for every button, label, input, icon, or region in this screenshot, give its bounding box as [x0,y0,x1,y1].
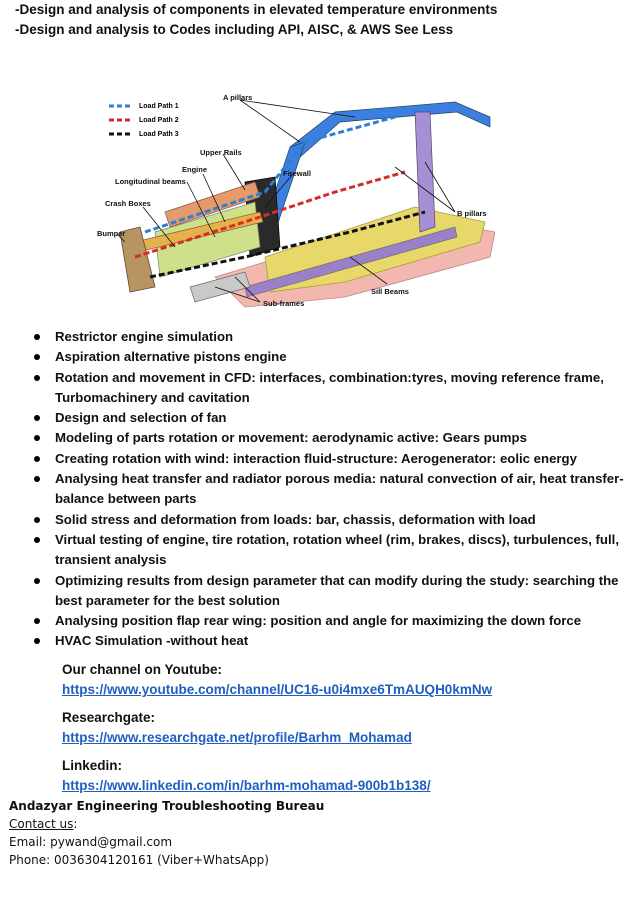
label-b-pillars: B pillars [457,209,487,218]
label-bumper: Bumper [97,229,126,238]
linkedin-label: Linkedin: [62,758,122,773]
intro-line-2: -Design and analysis to Codes including API, AISC, & AWS See Less [15,22,454,37]
contact-heading [9,815,324,833]
list-item: Creating rotation with wind: interaction fluid-structure: Aerogenerator: eolic energy [25,449,625,469]
diagram-legend [109,103,179,138]
contact-footer [9,797,324,869]
list-item: Analysing heat transfer and radiator porous media: natural convection of air, heat transfer-balance between parts [25,469,625,510]
contact-us-link[interactable]: Contact us [9,817,74,831]
services-list [25,327,625,652]
label-crash-boxes: Crash Boxes [105,199,151,208]
label-longitudinal-beams: Longitudinal beams [115,177,186,186]
list-item: Virtual testing of engine, tire rotation, rotation wheel (rim, brakes, discs), turbulences, full, transient analysis [25,530,625,571]
label-a-pillars: A pillars [223,93,253,102]
linkedin-link[interactable]: https://www.linkedin.com/in/barhm-mohamad-900b1b138/ [62,778,431,793]
youtube-link[interactable]: https://www.youtube.com/channel/UC16-u0i4mxe6TmAUQH0kmNw [62,682,493,697]
contact-phone: Phone: 0036304120161 (Viber+WhatsApp) [9,853,269,867]
intro-line-1: -Design and analysis of components in elevated temperature environments [15,2,498,17]
label-firewall: Firewall [283,169,311,178]
researchgate-link-block [62,708,492,748]
researchgate-link[interactable]: https://www.researchgate.net/profile/Barhm_Mohamad [62,730,412,745]
legend-load-path-2: Load Path 2 [139,117,179,124]
roof-rail [290,102,490,157]
list-item: Optimizing results from design parameter that can modify during the study: searching the best parameter for the best solution [25,571,625,612]
legend-load-path-1: Load Path 1 [139,103,179,110]
legend-load-path-3: Load Path 3 [139,131,179,138]
linkedin-link-block [62,756,492,796]
list-item: HVAC Simulation -without heat [25,631,625,651]
label-sill-beams: Sill Beams [371,287,409,296]
list-item: Aspiration alternative pistons engine [25,347,625,367]
contact-colon: : [73,817,78,831]
label-sub-frames: Sub-frames [263,299,305,308]
contact-email[interactable]: Email: pywand@gmail.com [9,835,173,849]
list-item: Rotation and movement in CFD: interfaces, combination:tyres, moving reference frame, Turbomachinery and cavitation [25,368,625,409]
label-upper-rails: Upper Rails [200,148,242,157]
list-item: Design and selection of fan [25,408,625,428]
list-item: Analysing position flap rear wing: position and angle for maximizing the down force [25,611,625,631]
youtube-link-block [62,660,492,700]
list-item: Modeling of parts rotation or movement: aerodynamic active: Gears pumps [25,428,625,448]
list-item: Restrictor engine simulation [25,327,625,347]
car-body-load-path-diagram [95,82,495,314]
label-engine: Engine [182,165,208,174]
organization-name: Andazyar Engineering Troubleshooting Bureau [9,799,325,813]
social-links [62,660,492,804]
list-item: Solid stress and deformation from loads: bar, chassis, deformation with load [25,510,625,530]
researchgate-label: Researchgate: [62,710,156,725]
youtube-label: Our channel on Youtube: [62,662,223,677]
